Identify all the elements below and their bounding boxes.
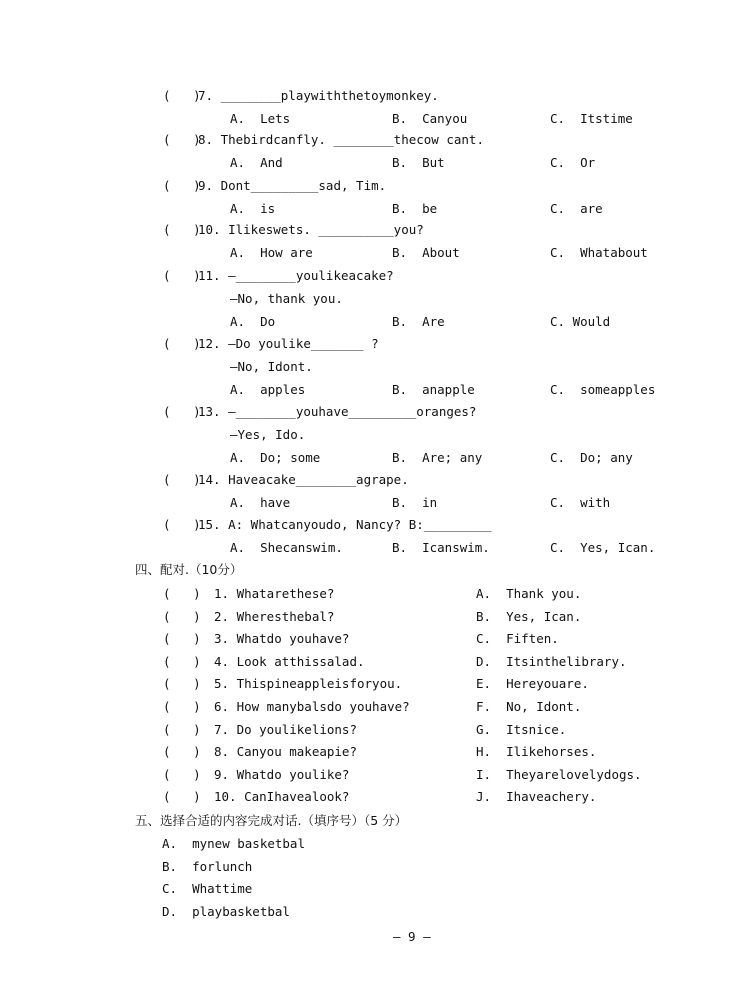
option-b: B. Icanswim. (392, 540, 490, 555)
option-a: A. And (230, 155, 283, 170)
question-text: 10. Ilikeswets. __________you? (198, 222, 424, 237)
question-text: 7. ________playwiththetoymonkey. (198, 88, 439, 103)
answer-paren: ( ) (163, 744, 201, 760)
matching-answer: B. Yes, Ican. (476, 608, 582, 624)
option-a: A. Do (230, 314, 276, 329)
option-b: B. Are; any (392, 450, 483, 465)
answer-paren: ( ) (163, 178, 201, 193)
section-4-title: 四、配对.（10分） (135, 562, 243, 577)
option-c: C. Yes, Ican. (550, 540, 656, 555)
option-a: A. Lets (230, 111, 291, 126)
page-number: — 9 — (393, 929, 431, 944)
dialogue-reply: —No, Idont. (230, 359, 313, 374)
answer-paren: ( ) (163, 699, 201, 714)
option-b: B. in (392, 495, 438, 510)
option-a: A. Shecanswim. (230, 540, 343, 555)
dialogue-reply: —Yes, Ido. (230, 427, 306, 442)
option-b: B. Canyou (392, 111, 468, 126)
option-b: B. But (392, 155, 445, 170)
matching-answer: I. Theyarelovelydogs. (476, 766, 642, 782)
option-a: A. have (230, 495, 291, 510)
answer-paren: ( ) (163, 676, 201, 692)
question-text: 14. Haveacake________agrape. (198, 472, 409, 487)
question-text: 15. A: Whatcanyoudo, Nancy? B:_________ (198, 517, 492, 532)
matching-answer: G. Itsnice. (476, 721, 567, 737)
question-text: 12. —Do youlike_______ ? (198, 336, 379, 351)
dialogue-option: D. playbasketbal (162, 903, 290, 919)
question-text: 8. Thebirdcanfly. ________thecow cant. (198, 132, 484, 147)
matching-question: 4. Look atthissalad. (214, 653, 365, 669)
dialogue-option: A. mynew basketbal (162, 836, 305, 851)
answer-paren: ( ) (163, 789, 201, 805)
answer-paren: ( ) (163, 721, 201, 737)
answer-paren: ( ) (163, 608, 201, 624)
matching-question: 5. Thispineappleisforyou. (214, 676, 403, 692)
matching-answer: H. Ilikehorses. (476, 744, 597, 760)
option-c: C. Would (550, 314, 611, 329)
option-a: A. apples (230, 382, 306, 397)
dialogue-reply: —No, thank you. (230, 291, 343, 306)
question-text: 9. Dont_________sad, Tim. (198, 178, 387, 193)
answer-paren: ( ) (163, 132, 201, 147)
answer-paren: ( ) (163, 336, 201, 351)
option-b: B. anapple (392, 382, 475, 397)
matching-question: 3. Whatdo youhave? (214, 631, 350, 647)
answer-paren: ( ) (163, 268, 201, 283)
matching-answer: J. Ihaveachery. (476, 789, 597, 805)
matching-question: 7. Do youlikelions? (214, 721, 357, 737)
option-b: B. be (392, 201, 438, 216)
option-c: C. Whatabout (550, 245, 648, 260)
option-c: C. are (550, 201, 603, 216)
question-text: 13. —________youhave_________oranges? (198, 404, 477, 419)
answer-paren: ( ) (163, 631, 201, 647)
dialogue-option: C. Whattime (162, 881, 253, 897)
answer-paren: ( ) (163, 404, 201, 419)
answer-paren: ( ) (163, 653, 201, 669)
matching-answer: D. Itsinthelibrary. (476, 653, 627, 669)
option-c: C. with (550, 495, 611, 510)
option-c: C. someapples (550, 382, 656, 397)
question-text: 11. —________youlikeacake? (198, 268, 394, 283)
option-a: A. How are (230, 245, 313, 260)
option-b: B. About (392, 245, 460, 260)
matching-answer: F. No, Idont. (476, 699, 582, 714)
answer-paren: ( ) (163, 222, 201, 237)
dialogue-option: B. forlunch (162, 858, 253, 874)
matching-question: 1. Whatarethese? (214, 586, 335, 601)
option-c: C. Do; any (550, 450, 633, 465)
matching-answer: C. Fiften. (476, 631, 559, 647)
answer-paren: ( ) (163, 766, 201, 782)
option-a: A. is (230, 201, 276, 216)
matching-question: 8. Canyou makeapie? (214, 744, 357, 760)
answer-paren: ( ) (163, 88, 201, 103)
option-b: B. Are (392, 314, 445, 329)
option-c: C. Or (550, 155, 596, 170)
answer-paren: ( ) (163, 517, 201, 532)
matching-question: 6. How manybalsdo youhave? (214, 699, 410, 714)
matching-question: 9. Whatdo youlike? (214, 766, 350, 782)
matching-question: 2. Wheresthebal? (214, 608, 335, 624)
option-c: C. Itstime (550, 111, 633, 126)
matching-answer: A. Thank you. (476, 586, 582, 601)
option-a: A. Do; some (230, 450, 321, 465)
answer-paren: ( ) (163, 586, 201, 601)
section-5-title: 五、选择合适的内容完成对话.（填序号）（5 分） (135, 813, 408, 828)
matching-answer: E. Hereyouare. (476, 676, 589, 692)
matching-question: 10. CanIhavealook? (214, 789, 350, 805)
answer-paren: ( ) (163, 472, 201, 487)
